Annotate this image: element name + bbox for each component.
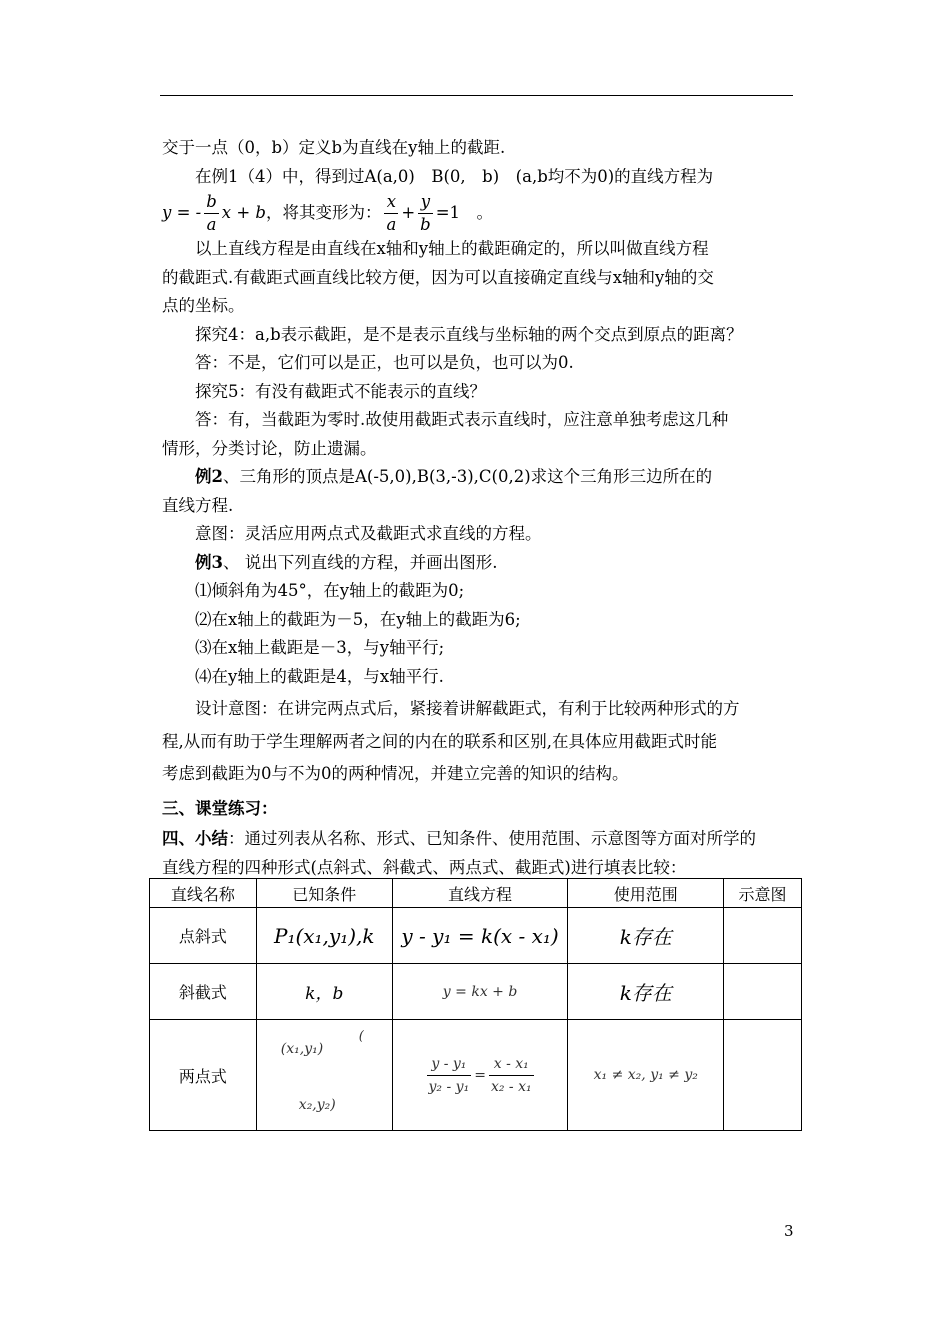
page-number: 3: [784, 1222, 794, 1240]
example-3: [162, 549, 794, 578]
header-cell: 示意图: [724, 879, 802, 908]
eq2-num-y: y: [418, 191, 433, 214]
header-cell: 已知条件: [256, 879, 392, 908]
example-2-text-b: 直线方程.: [162, 495, 234, 515]
eq-num-left: y - y₁: [427, 1053, 472, 1076]
condition-paren: (: [358, 1029, 364, 1044]
section-4-label: 四、小结: [162, 829, 228, 848]
paragraph-example-ref: 在例1（4）中，得到过A(a,0) B(0, b) (a,b均不为0)的直线方程为: [195, 166, 714, 186]
eq2-plus: +: [401, 203, 416, 222]
example-3-item: ⑴倾斜角为45°，在y轴上的截距为0;: [195, 581, 465, 600]
eq-den-right: x₂ - x₁: [490, 1078, 532, 1095]
eq2-den-b: b: [420, 215, 431, 234]
example-3-item: ⑶在x轴上截距是－3，与y轴平行;: [195, 638, 445, 657]
equation-line: [162, 191, 794, 235]
explore-5: 探究5：有没有截距式不能表示的直线？: [195, 381, 486, 401]
cell-name: 点斜式: [150, 908, 257, 964]
table-row: [150, 964, 802, 1020]
cell-name: 斜截式: [150, 964, 257, 1020]
eq-rest: x + b: [221, 203, 266, 222]
cell-equation: [392, 1020, 568, 1131]
design-intent-c: 考虑到截距为0与不为0的两种情况，并建立完善的知识的结构。: [162, 764, 629, 783]
example-3-item: ⑵在x轴上的截距为－5，在y轴上的截距为6;: [195, 609, 521, 629]
section-4: [162, 825, 794, 854]
comparison-table: [149, 878, 802, 1131]
intent: 意图：灵活应用两点式及截距式求直线的方程。: [195, 524, 542, 543]
header-cell: 使用范围: [568, 879, 724, 908]
header-cell: 直线名称: [150, 879, 257, 908]
cell-name: 两点式: [150, 1020, 257, 1131]
example-2-label: 例2: [195, 467, 223, 486]
eq2-fraction-x-over-a: [384, 191, 398, 236]
section-4-text: ：通过列表从名称、形式、已知条件、使用范围、示意图等方面对所学的: [228, 829, 756, 848]
header-cell: 直线方程: [392, 879, 568, 908]
cell-condition: [256, 1020, 392, 1131]
design-intent-a: 设计意图：在讲完两点式后，紧接着讲解截距式，有利于比较两种形式的方: [195, 699, 740, 718]
section-3-heading: 三、课堂练习：: [162, 798, 278, 818]
answer-4: 答：不是，它们可以是正，也可以是负，也可以为0.: [195, 353, 574, 372]
condition-point-2: x₂,y₂): [298, 1097, 336, 1113]
eq-two-point-equals: =: [474, 1067, 486, 1083]
eq-fraction-b-over-a: [204, 191, 219, 236]
eq-den-left: y₂ - y₁: [428, 1078, 470, 1095]
eq-num: b: [204, 191, 219, 214]
eq-den: a: [206, 215, 217, 234]
cell-equation: y = kx + b: [392, 964, 568, 1020]
eq-two-point-right: [489, 1053, 534, 1098]
eq-num-right: x - x₁: [489, 1053, 534, 1076]
example-2: [162, 463, 794, 492]
table-row: [150, 1020, 802, 1131]
eq-lhs: y = -: [162, 203, 202, 222]
section-4-text-b: 直线方程的四种形式(点斜式、斜截式、两点式、截距式)进行填表比较：: [162, 857, 687, 877]
example-3-label: 例3: [195, 552, 223, 572]
explore-4: 探究4：a,b表示截距，是不是表示直线与坐标轴的两个交点到原点的距离？: [195, 324, 743, 344]
eq-two-point-left: [427, 1053, 472, 1098]
page-body: [162, 134, 794, 882]
table-header-row: [150, 879, 802, 908]
cell-range: x₁ ≠ x₂, y₁ ≠ y₂: [568, 1020, 724, 1131]
eq-mid-text: ，将其变形为：: [265, 203, 382, 222]
table-row: [150, 908, 802, 964]
cell-diagram: [724, 1020, 802, 1131]
answer-5a: 答：有，当截距为零时.故使用截距式表示直线时，应注意单独考虑这几种: [195, 410, 729, 429]
cell-diagram: [724, 908, 802, 964]
condition-point-1: (x₁,y₁): [280, 1041, 324, 1057]
example-2-text: 、三角形的顶点是A(-5,0),B(3,-3),C(0,2)求这个三角形三边所在的: [222, 467, 713, 486]
eq2-end: =1 。: [435, 203, 494, 222]
header-rule: [160, 95, 793, 96]
example-3-text: 、 说出下列直线的方程，并画出图形.: [222, 552, 498, 572]
cell-diagram: [724, 964, 802, 1020]
paragraph-intercept-definition: 交于一点（0，b）定义b为直线在y轴上的截距.: [162, 138, 506, 157]
answer-5b: 情形，分类讨论，防止遗漏。: [162, 438, 377, 458]
eq2-num-x: x: [384, 191, 398, 214]
cell-range: k存在: [568, 908, 724, 964]
paragraph-intercept-form-b: 的截距式.有截距式画直线比较方便，因为可以直接确定直线与x轴和y轴的交: [162, 267, 714, 287]
design-intent-b: 程,从而有助于学生理解两者之间的内在的联系和区别,在具体应用截距式时能: [162, 731, 717, 751]
eq2-fraction-y-over-b: [418, 191, 433, 236]
example-3-item: ⑷在y轴上的截距是4，与x轴平行.: [195, 666, 444, 686]
paragraph-intercept-form-c: 点的坐标。: [162, 296, 245, 315]
paragraph-intercept-form-a: 以上直线方程是由直线在x轴和y轴上的截距确定的，所以叫做直线方程: [195, 239, 709, 258]
cell-range: k存在: [568, 964, 724, 1020]
cell-equation: y - y₁ = k(x - x₁): [392, 908, 568, 964]
eq2-den-a: a: [386, 215, 397, 234]
cell-condition: P₁(x₁,y₁),k: [256, 908, 392, 964]
cell-condition: k，b: [256, 964, 392, 1020]
